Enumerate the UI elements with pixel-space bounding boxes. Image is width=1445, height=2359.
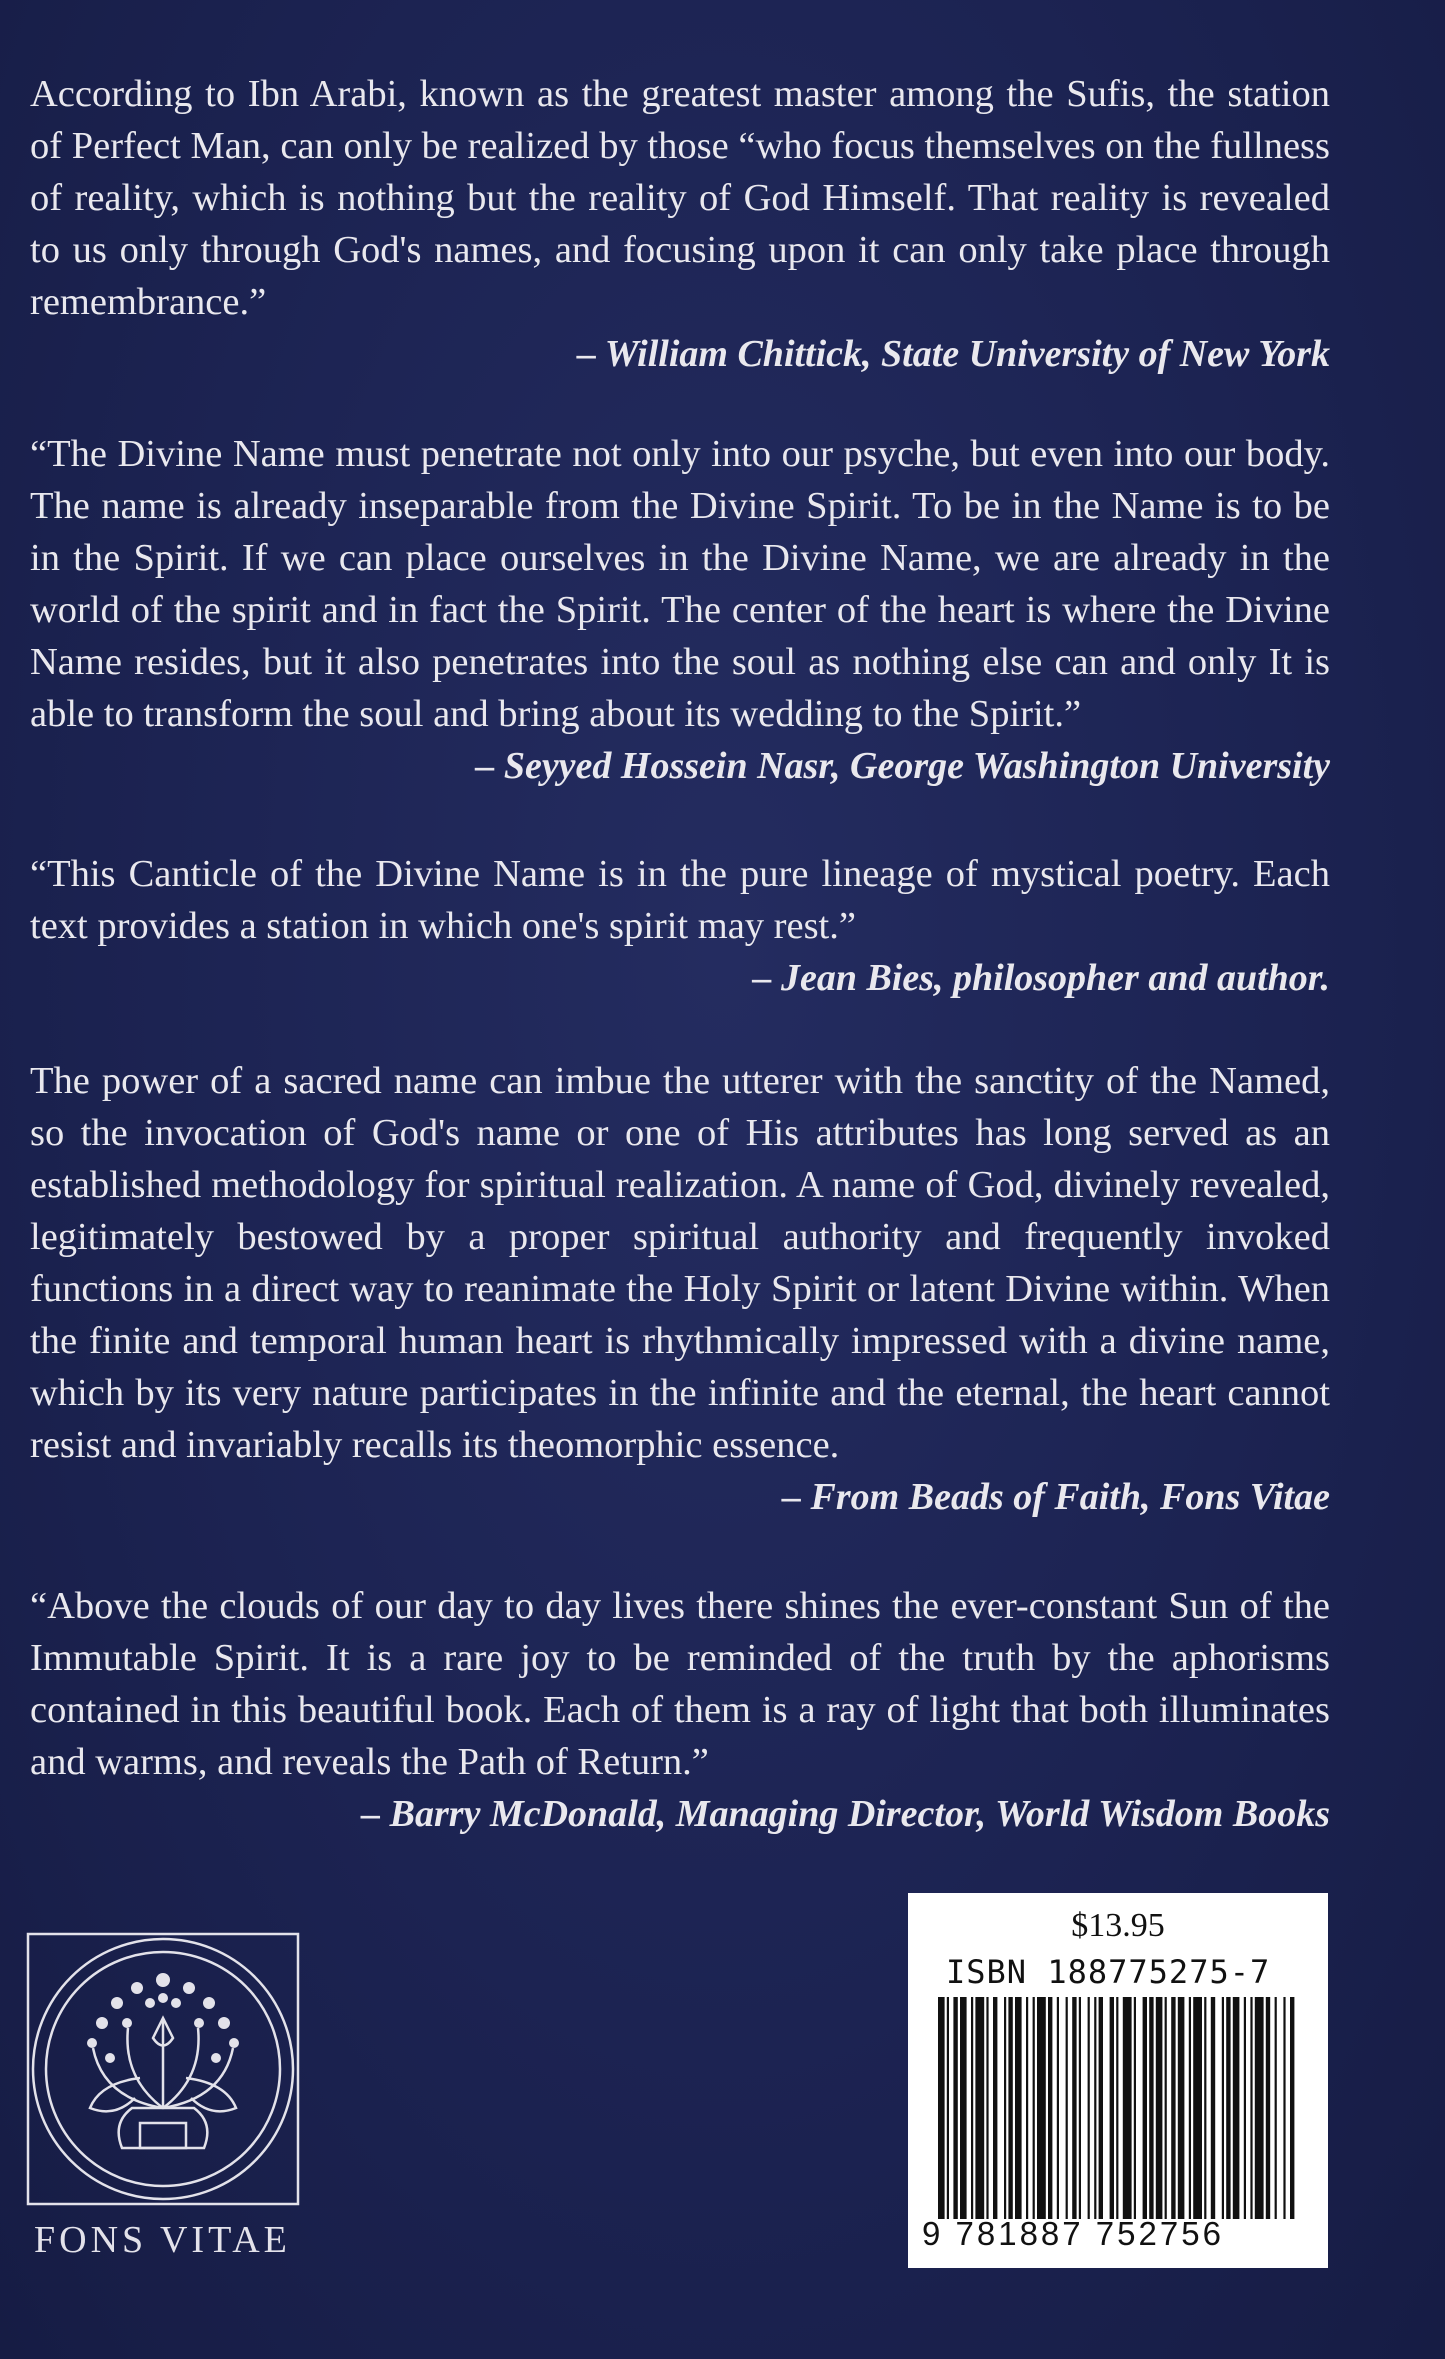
ean-digits: 9 781887 752756 [922, 2215, 1224, 2252]
barcode-bar [1134, 1997, 1136, 2219]
barcode-bar [1094, 1997, 1096, 2219]
barcode-bar [1004, 1997, 1006, 2219]
barcode-bar [1015, 1997, 1022, 2219]
quote-attribution: – Seyyed Hossein Nasr, George Washington University [475, 745, 1330, 787]
barcode-bar [1143, 1997, 1147, 2219]
barcode-bar [1123, 1997, 1132, 2219]
quote-chittick [30, 68, 1330, 380]
barcode-bar [1226, 1997, 1230, 2219]
barcode-bar [1283, 1997, 1285, 2219]
barcode-bar [1156, 1997, 1163, 2219]
quote-attribution: – William Chittick, State University of New York [576, 333, 1330, 375]
barcode-bar [1110, 1997, 1114, 2219]
barcode-bar [1189, 1997, 1191, 2219]
barcode-bar [1066, 1997, 1068, 2219]
barcode-bar [1033, 1997, 1035, 2219]
barcode-bar [1072, 1997, 1076, 2219]
barcode-bar [1275, 1997, 1277, 2219]
quote-text: “The Divine Name must penetrate not only into our psyche, but even into our body. The name is already inseparable from the Divine Spirit. To be in the Name is to be in the Spirit. If we can place ourselves in the Divine Name, we are already in the world of the spirit and in fact the Spirit. The center of the heart is where the Divine Name resides, but it also penetrates into the soul as nothing else can and only It is able to transform the soul and bring about its wedding to the Spirit.” [30, 433, 1330, 735]
barcode-bar [1222, 1997, 1224, 2219]
barcode-bar [1290, 1997, 1294, 2219]
quote-attribution: – Barry McDonald, Managing Director, World Wisdom Books [361, 1793, 1330, 1835]
barcode-panel [908, 1893, 1328, 2268]
barcode-bar [1116, 1997, 1118, 2219]
barcode-bar [953, 1997, 957, 2219]
quote-text: According to Ibn Arabi, known as the greatest master among the Sufis, the station of Perfect Man, can only be realized by those “who focus themselves on the fullness of reality, which is nothing but the reality of God Himself. That reality is revealed to us only through God's names, and focusing upon it can only take place through remembrance.” [30, 73, 1330, 323]
quote-bies [30, 848, 1330, 1004]
quote-mcdonald [30, 1580, 1330, 1840]
barcode-bar [1079, 1997, 1081, 2219]
barcode-bar [1171, 1997, 1175, 2219]
barcode-bar [1178, 1997, 1185, 2219]
barcode-bar [1255, 1997, 1264, 2219]
barcode-bar [1026, 1997, 1028, 2219]
barcode-bar [1057, 1997, 1059, 2219]
barcode-bar [975, 1997, 984, 2219]
barcode-bar [1008, 1997, 1012, 2219]
barcode-bar [1048, 1997, 1052, 2219]
quote-attribution: – Jean Bies, philosopher and author. [752, 957, 1330, 999]
barcode-bar [1211, 1997, 1215, 2219]
barcode-bar [1250, 1997, 1252, 2219]
barcode-bar [1088, 1997, 1090, 2219]
barcode-bar [947, 1997, 949, 2219]
quote-nasr [30, 428, 1330, 792]
barcode-bar [986, 1997, 988, 2219]
quote-beads-of-faith [30, 1055, 1330, 1523]
price-label: $13.95 [1071, 1907, 1165, 1944]
barcode-bar [971, 1997, 973, 2219]
barcode-bar [1099, 1997, 1103, 2219]
barcode-bar [1149, 1997, 1153, 2219]
quote-text: The power of a sacred name can imbue the utterer with the sanctity of the Named, so the invocation of God's name or one of His attributes has long served as an established methodology for spiritual realization. A name of God, divinely revealed, legitimately bestowed by a proper spiritual authority and frequently invoked functions in a direct way to reanimate the Holy Spirit or latent Divine within. When the finite and temporal human heart is rhythmically impressed with a divine name, which by its very nature participates in the infinite and the eternal, the heart cannot resist and invariably recalls its theomorphic essence. [30, 1060, 1330, 1466]
barcode-bar [1037, 1997, 1046, 2219]
quote-text: “This Canticle of the Divine Name is in the pure lineage of mystical poetry. Each text provides a station in which one's spirit may rest.” [30, 853, 1330, 947]
barcode-bar [1204, 1997, 1206, 2219]
barcode-bar [938, 1997, 945, 2219]
barcode-bar [1165, 1997, 1167, 2219]
barcode-bar [1193, 1997, 1202, 2219]
barcode-bar [1244, 1997, 1246, 2219]
barcode-bar [960, 1997, 967, 2219]
quote-attribution: – From Beads of Faith, Fons Vitae [782, 1476, 1330, 1518]
isbn-label: ISBN 188775275-7 [946, 1953, 1271, 1991]
barcode-bar [1266, 1997, 1270, 2219]
barcode-bar [1233, 1997, 1240, 2219]
publisher-name: FONS VITAE [34, 2219, 291, 2261]
barcode-bar [993, 1997, 997, 2219]
quote-text: “Above the clouds of our day to day lives there shines the ever-constant Sun of the Immutable Spirit. It is a rare joy to be reminded of the truth by the aphorisms contained in this beautiful book. Each of them is a ray of light that both illuminates and warms, and reveals the Path of Return.” [30, 1585, 1330, 1783]
barcode-bars [938, 1997, 1298, 2219]
fons-vitae-logo-icon [22, 1928, 304, 2210]
